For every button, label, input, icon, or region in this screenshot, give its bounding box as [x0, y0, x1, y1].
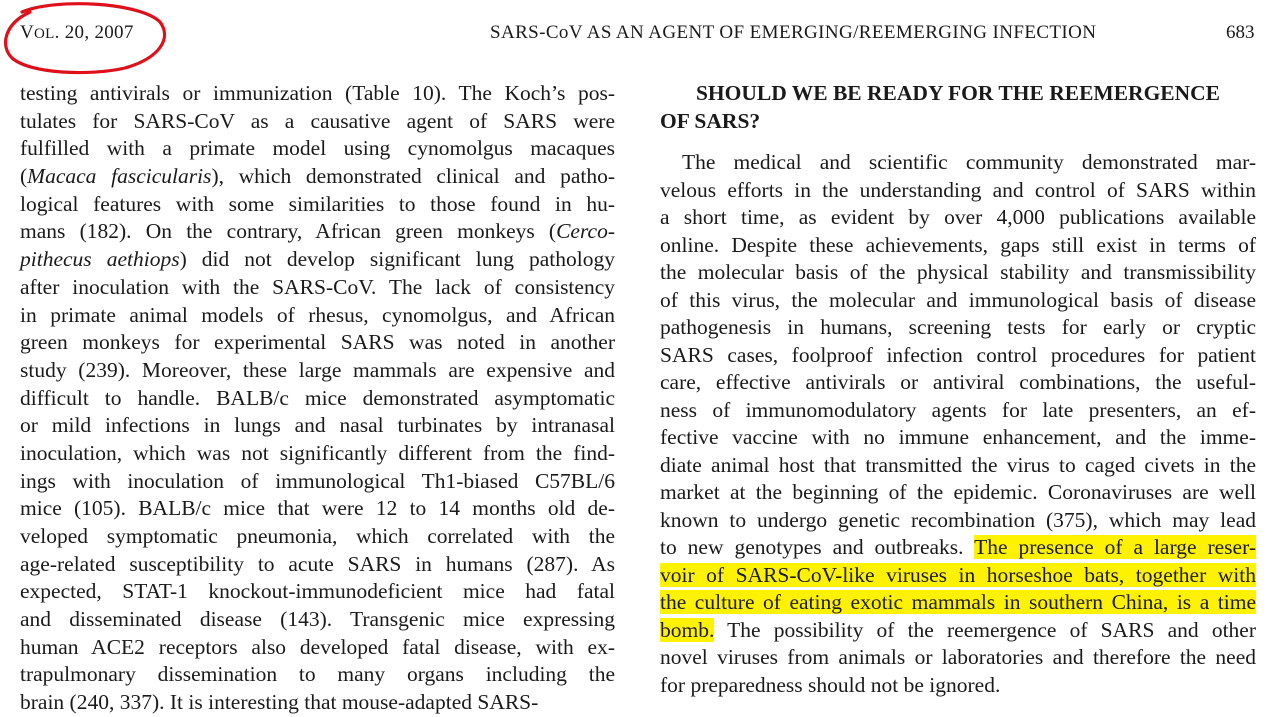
text-line: and disseminated disease (143). Transgenic mice expressing: [20, 607, 615, 632]
text-line: velous efforts in the understanding and control of SARS within: [660, 177, 1256, 202]
text-line: age-related susceptibility to acute SARS in humans (287). As: [20, 551, 615, 576]
text-line: logical features with some similarities to those found in hu-: [20, 191, 615, 216]
text-line: [660, 562, 1256, 590]
running-title: SARS-CoV AS AN AGENT OF EMERGING/REEMERGING INFECTION: [490, 22, 1097, 43]
text-line: fective vaccine with no immune enhancement, and the imme-: [660, 425, 1256, 450]
highlighted-text: The presence of a large reser-: [974, 535, 1256, 560]
text-line: green monkeys for experimental SARS was noted in another: [20, 330, 615, 355]
italic-text: Macaca fascicularis: [27, 164, 212, 189]
text-line: to new genotypes and outbreaks. The presence of a large reser-: [660, 535, 1256, 560]
highlighted-text: the culture of eating exotic mammals in southern China, is a time: [660, 590, 1256, 615]
text-line: brain (240, 337). It is interesting that mouse-adapted SARS-: [20, 690, 539, 715]
page-header: [0, 20, 1280, 48]
text-line: expected, STAT-1 knockout-immunodeficient mice had fatal: [20, 579, 615, 604]
heading-line: SHOULD WE BE READY FOR THE REEMERGENCE: [695, 81, 1221, 105]
heading-line: OF SARS?: [660, 108, 761, 133]
text-line: fulfilled with a primate model using cynomolgus macaques: [20, 136, 615, 161]
text-line: difficult to handle. BALB/c mice demonstrated asymptomatic: [20, 385, 615, 410]
page-number: 683: [1226, 22, 1255, 43]
text-line: tulates for SARS-CoV as a causative agent of SARS were: [20, 108, 615, 133]
text-line: inoculation, which was not significantly different from the find-: [20, 440, 615, 465]
text-line: the molecular basis of the physical stability and transmissibility: [660, 260, 1256, 285]
text-line: The medical and scientific community demonstrated mar-: [682, 150, 1256, 175]
highlighted-text: voir of SARS-CoV-like viruses in horseshoe bats, together with: [660, 562, 1256, 587]
text-line: for preparedness should not be ignored.: [660, 672, 1001, 697]
text-line: or mild infections in lungs and nasal turbinates by intranasal: [20, 413, 615, 438]
text-line: SARS cases, foolproof infection control procedures for patient: [660, 342, 1256, 367]
text-line: online. Despite these achievements, gaps still exist in terms of: [660, 232, 1256, 257]
section-heading: [660, 80, 1256, 135]
text-line: after inoculation with the SARS-CoV. The lack of consistency: [20, 274, 615, 299]
text-line: mice (105). BALB/c mice that were 12 to 14 months old de-: [20, 496, 615, 521]
right-column-text: [660, 149, 1256, 699]
volume-label: VOL. 20, 2007: [20, 22, 134, 43]
text-line: study (239). Moreover, these large mammals are expensive and: [20, 357, 615, 382]
text-line: a short time, as evident by over 4,000 publications available: [660, 205, 1256, 230]
text-line: novel viruses from animals or laboratories and therefore the need: [660, 645, 1256, 670]
left-column-text: [20, 80, 615, 717]
text-line: pithecus aethiops) did not develop significant lung pathology: [20, 247, 615, 272]
text-line: ings with inoculation of immunological Th1-biased C57BL/6: [20, 468, 615, 493]
text-line: bomb. The possibility of the reemergence of SARS and other: [660, 617, 1256, 642]
text-line: trapulmonary dissemination to many organs including the: [20, 662, 615, 687]
text-line: ness of immunomodulatory agents for late presenters, an ef-: [660, 397, 1256, 422]
highlighted-text: bomb.: [660, 617, 715, 642]
italic-text: pithecus aethiops: [20, 247, 180, 272]
italic-text: Cerco-: [556, 219, 615, 244]
text-line: known to undergo genetic recombination (375), which may lead: [660, 507, 1256, 532]
text-line: veloped symptomatic pneumonia, which correlated with the: [20, 524, 615, 548]
text-line: of this virus, the molecular and immunological basis of disease: [660, 287, 1256, 312]
text-line: (Macaca fascicularis), which demonstrated clinical and patho-: [20, 164, 615, 189]
text-line: in primate animal models of rhesus, cynomolgus, and African: [20, 302, 615, 327]
text-line: care, effective antivirals or antiviral combinations, the useful-: [660, 370, 1256, 395]
text-line: mans (182). On the contrary, African green monkeys (Cerco-: [20, 219, 615, 244]
text-line: market at the beginning of the epidemic. Coronaviruses are well: [660, 480, 1256, 505]
right-column: [660, 80, 1256, 699]
text-line: human ACE2 receptors also developed fatal disease, with ex-: [20, 634, 615, 659]
text-line: [660, 589, 1256, 617]
text-line: diate animal host that transmitted the virus to caged civets in the: [660, 452, 1256, 477]
text-line: testing antivirals or immunization (Table 10). The Koch’s pos-: [20, 81, 615, 105]
text-line: pathogenesis in humans, screening tests for early or cryptic: [660, 315, 1256, 340]
